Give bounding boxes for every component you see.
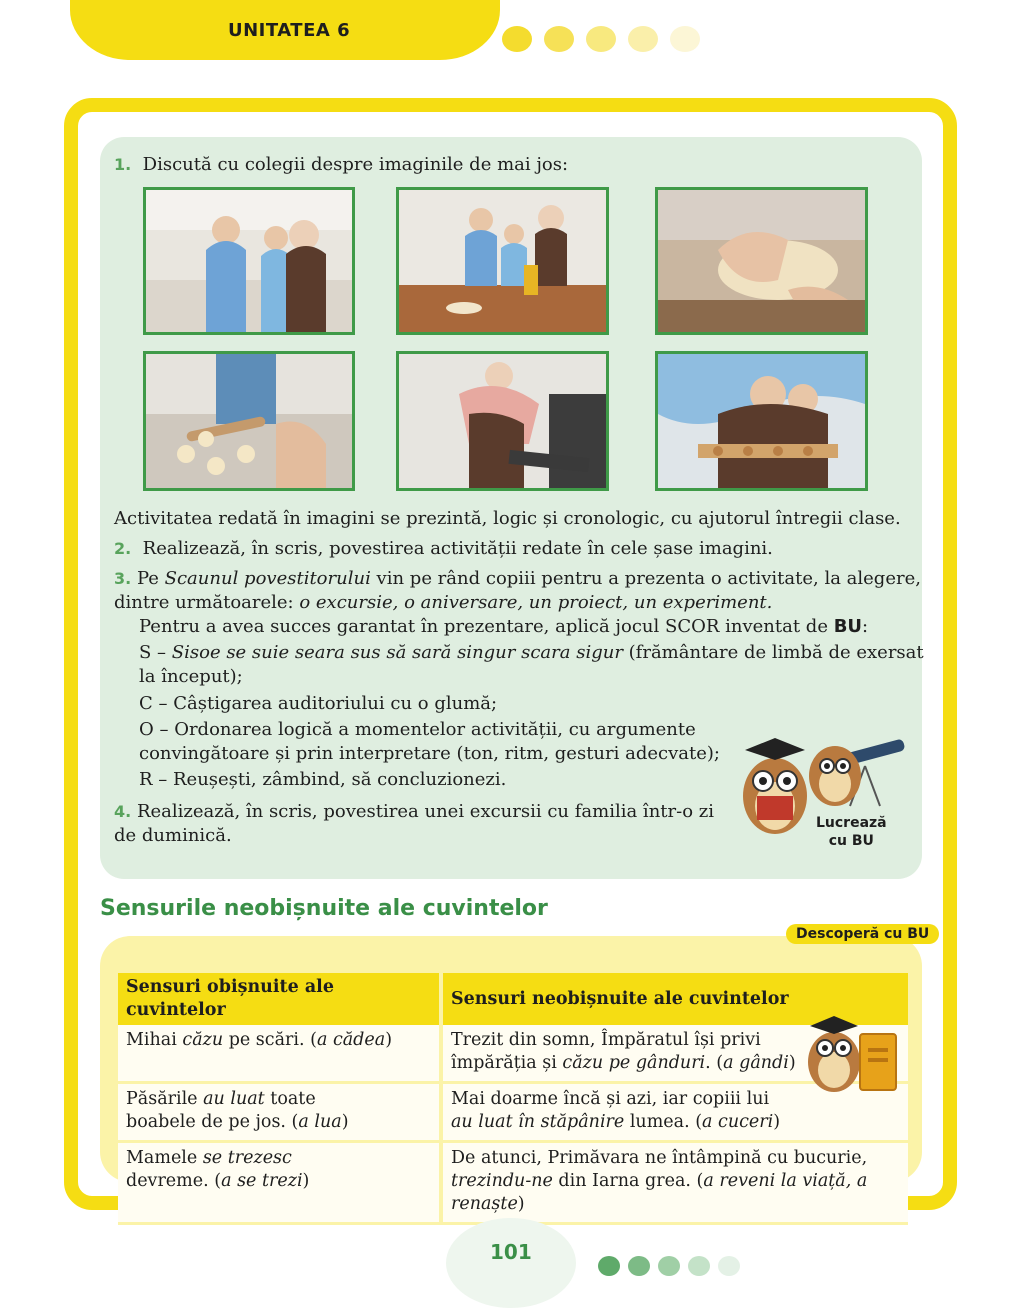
text-line: De atunci, Primăvara ne întâmpină cu bucurie,: [451, 1148, 868, 1168]
exercise-text: Realizează, în scris, povestirea unei excursii cu familia într-o zi: [136, 801, 714, 822]
text-line: Trezit din somn, Împăratul își privi: [451, 1030, 761, 1050]
table-row: [118, 1083, 908, 1142]
decorative-dot: [628, 1256, 650, 1276]
hug-image: [658, 354, 865, 488]
decorative-dot: [502, 26, 532, 52]
text-run-italic: a se trezi: [221, 1171, 303, 1191]
text-run: din Iarna grea. (: [552, 1171, 704, 1191]
work-with-bu-badge: [816, 814, 887, 850]
photo-family-kitchen: [143, 187, 355, 335]
photo-family-hug: [655, 351, 868, 491]
text-run-italic: a cuceri: [702, 1112, 774, 1132]
text-line: [126, 1147, 431, 1170]
owl-book-illustration: [800, 1012, 900, 1096]
scor-r: R – Reușești, zâmbind, să concluzionezi.: [139, 769, 507, 790]
header-usual-senses: Sensuri obișnuite ale cuvintelor: [118, 973, 441, 1025]
exercise-1: [114, 153, 568, 177]
text-run-italic: a lua: [298, 1112, 342, 1132]
oven-image: [399, 354, 606, 488]
text-line: Mai doarme încă și azi, iar copiii lui: [451, 1089, 770, 1109]
text-run-italic: a gândi: [723, 1053, 789, 1073]
text-run-italic: se trezesc: [202, 1148, 292, 1168]
text-run: Pe: [136, 568, 165, 589]
text-run: împărăția și: [451, 1053, 563, 1073]
exercise-number: 2.: [114, 539, 132, 558]
text-run: Pentru a avea succes garantat în prezentare, aplică jocul SCOR inventat de: [139, 616, 834, 637]
senses-table: [118, 973, 908, 1225]
exercise-4-line-2: de duminică.: [114, 825, 232, 846]
text-run-italic: a reveni la viață, a renaște: [451, 1171, 868, 1214]
section-title: Sensurile neobișnuite ale cuvintelor: [100, 896, 548, 921]
activity-text: Activitatea redată în imagini se prezintă, logic și cronologic, cu ajutorul întregii clase.: [114, 508, 901, 529]
page-number: 101: [490, 1240, 532, 1264]
table-row: [118, 1142, 908, 1224]
text-run-italic: o excursie, o aniversare, un proiect, un experiment.: [299, 592, 773, 613]
badge-line: cu BU: [828, 833, 874, 849]
exercise-2: [114, 537, 773, 561]
decorative-dot: [598, 1256, 620, 1276]
text-line: [126, 1088, 431, 1111]
text-run-italic: căzu: [182, 1030, 224, 1050]
text-run-italic: Scaunul povestitorului: [164, 568, 371, 589]
usual-cell: [118, 1083, 441, 1142]
usual-cell: [118, 1142, 441, 1224]
usual-cell: [118, 1025, 441, 1083]
decorative-dot: [718, 1256, 740, 1276]
text-line: [126, 1111, 431, 1134]
text-run-italic: au luat: [203, 1089, 265, 1109]
decorative-dot: [670, 26, 700, 52]
text-run-italic: Sisoe se suie seara sus să sară singur scara sigur: [171, 642, 623, 663]
exercise-3-line-2: [114, 591, 772, 615]
photo-baking-table: [396, 187, 609, 335]
exercise-number: 1.: [114, 155, 132, 174]
decorative-dot: [688, 1256, 710, 1276]
text-run: ): [302, 1171, 310, 1191]
decorative-dot: [628, 26, 658, 52]
scor-s-line-1: [139, 641, 924, 665]
text-run: S –: [139, 642, 172, 663]
exercise-number: 4.: [114, 802, 132, 821]
text-run: ): [517, 1194, 525, 1214]
scor-o-line-2: convingătoare și prin interpretare (ton, ritm, gesturi adecvate);: [139, 743, 720, 764]
decorative-dot: [544, 26, 574, 52]
text-run-italic: au luat în stăpânire: [451, 1112, 625, 1132]
text-run: dintre următoarele:: [114, 592, 300, 613]
exercise-3-line-1: [114, 567, 921, 591]
exercise-text: Discută cu colegii despre imaginile de mai jos:: [142, 154, 569, 175]
photo-cutting-cookies: [143, 351, 355, 491]
unit-title: UNITATEA 6: [228, 20, 351, 41]
text-run: ): [788, 1053, 796, 1073]
photo-kneading-dough: [655, 187, 868, 335]
badge-line: Lucrează: [816, 815, 887, 831]
text-run: lumea. (: [624, 1112, 703, 1132]
header-dots: [502, 26, 700, 52]
text-run: . (: [705, 1053, 724, 1073]
scor-o-line-1: O – Ordonarea logică a momentelor activității, cu argumente: [139, 719, 696, 740]
exercise-number: 3.: [114, 569, 132, 588]
scor-c: C – Câștigarea auditoriului cu o glumă;: [139, 693, 498, 714]
exercise-4-line-1: [114, 800, 714, 824]
decorative-dot: [586, 26, 616, 52]
text-run: boabele de pe jos. (: [126, 1112, 299, 1132]
table-row: [118, 1025, 908, 1083]
text-run: toate: [264, 1089, 316, 1109]
text-run-italic: a cădea: [316, 1030, 386, 1050]
exercise-text: Realizează, în scris, povestirea activității redate în cele șase imagini.: [142, 538, 773, 559]
discover-with-bu-badge: Descoperă cu BU: [786, 924, 939, 944]
text-run: vin pe rând copiii pentru a prezenta o activitate, la alegere,: [370, 568, 921, 589]
exercise-3-line-3: [139, 615, 868, 639]
footer-dots: [598, 1256, 740, 1276]
photo-oven-tray: [396, 351, 609, 491]
text-run-italic: căzu pe gânduri: [562, 1053, 706, 1073]
unusual-cell: [441, 1142, 908, 1224]
text-run: devreme. (: [126, 1171, 222, 1191]
text-run: (frământare de limbă de exersat: [622, 642, 924, 663]
table-header-row: [118, 973, 908, 1025]
cookies-image: [146, 354, 352, 488]
text-run: Păsările: [126, 1089, 204, 1109]
kneading-image: [658, 190, 865, 332]
text-run-italic: trezindu-ne: [451, 1171, 553, 1191]
text-line: [126, 1170, 431, 1193]
text-run: Mihai: [126, 1030, 183, 1050]
bu-name: BU: [833, 616, 863, 637]
header-unusual-senses: Sensuri neobișnuite ale cuvintelor: [441, 973, 908, 1025]
text-run: ): [773, 1112, 781, 1132]
text-line: [451, 1111, 900, 1134]
text-run: ): [341, 1112, 349, 1132]
text-run: Mamele: [126, 1148, 203, 1168]
kitchen-family-image: [146, 190, 352, 332]
baking-table-image: [399, 190, 606, 332]
text-run: ): [385, 1030, 393, 1050]
text-line: [451, 1170, 900, 1216]
scor-s-line-2: la început);: [139, 666, 243, 687]
decorative-dot: [658, 1256, 680, 1276]
text-run: pe scări. (: [223, 1030, 317, 1050]
text-run: :: [862, 616, 869, 637]
